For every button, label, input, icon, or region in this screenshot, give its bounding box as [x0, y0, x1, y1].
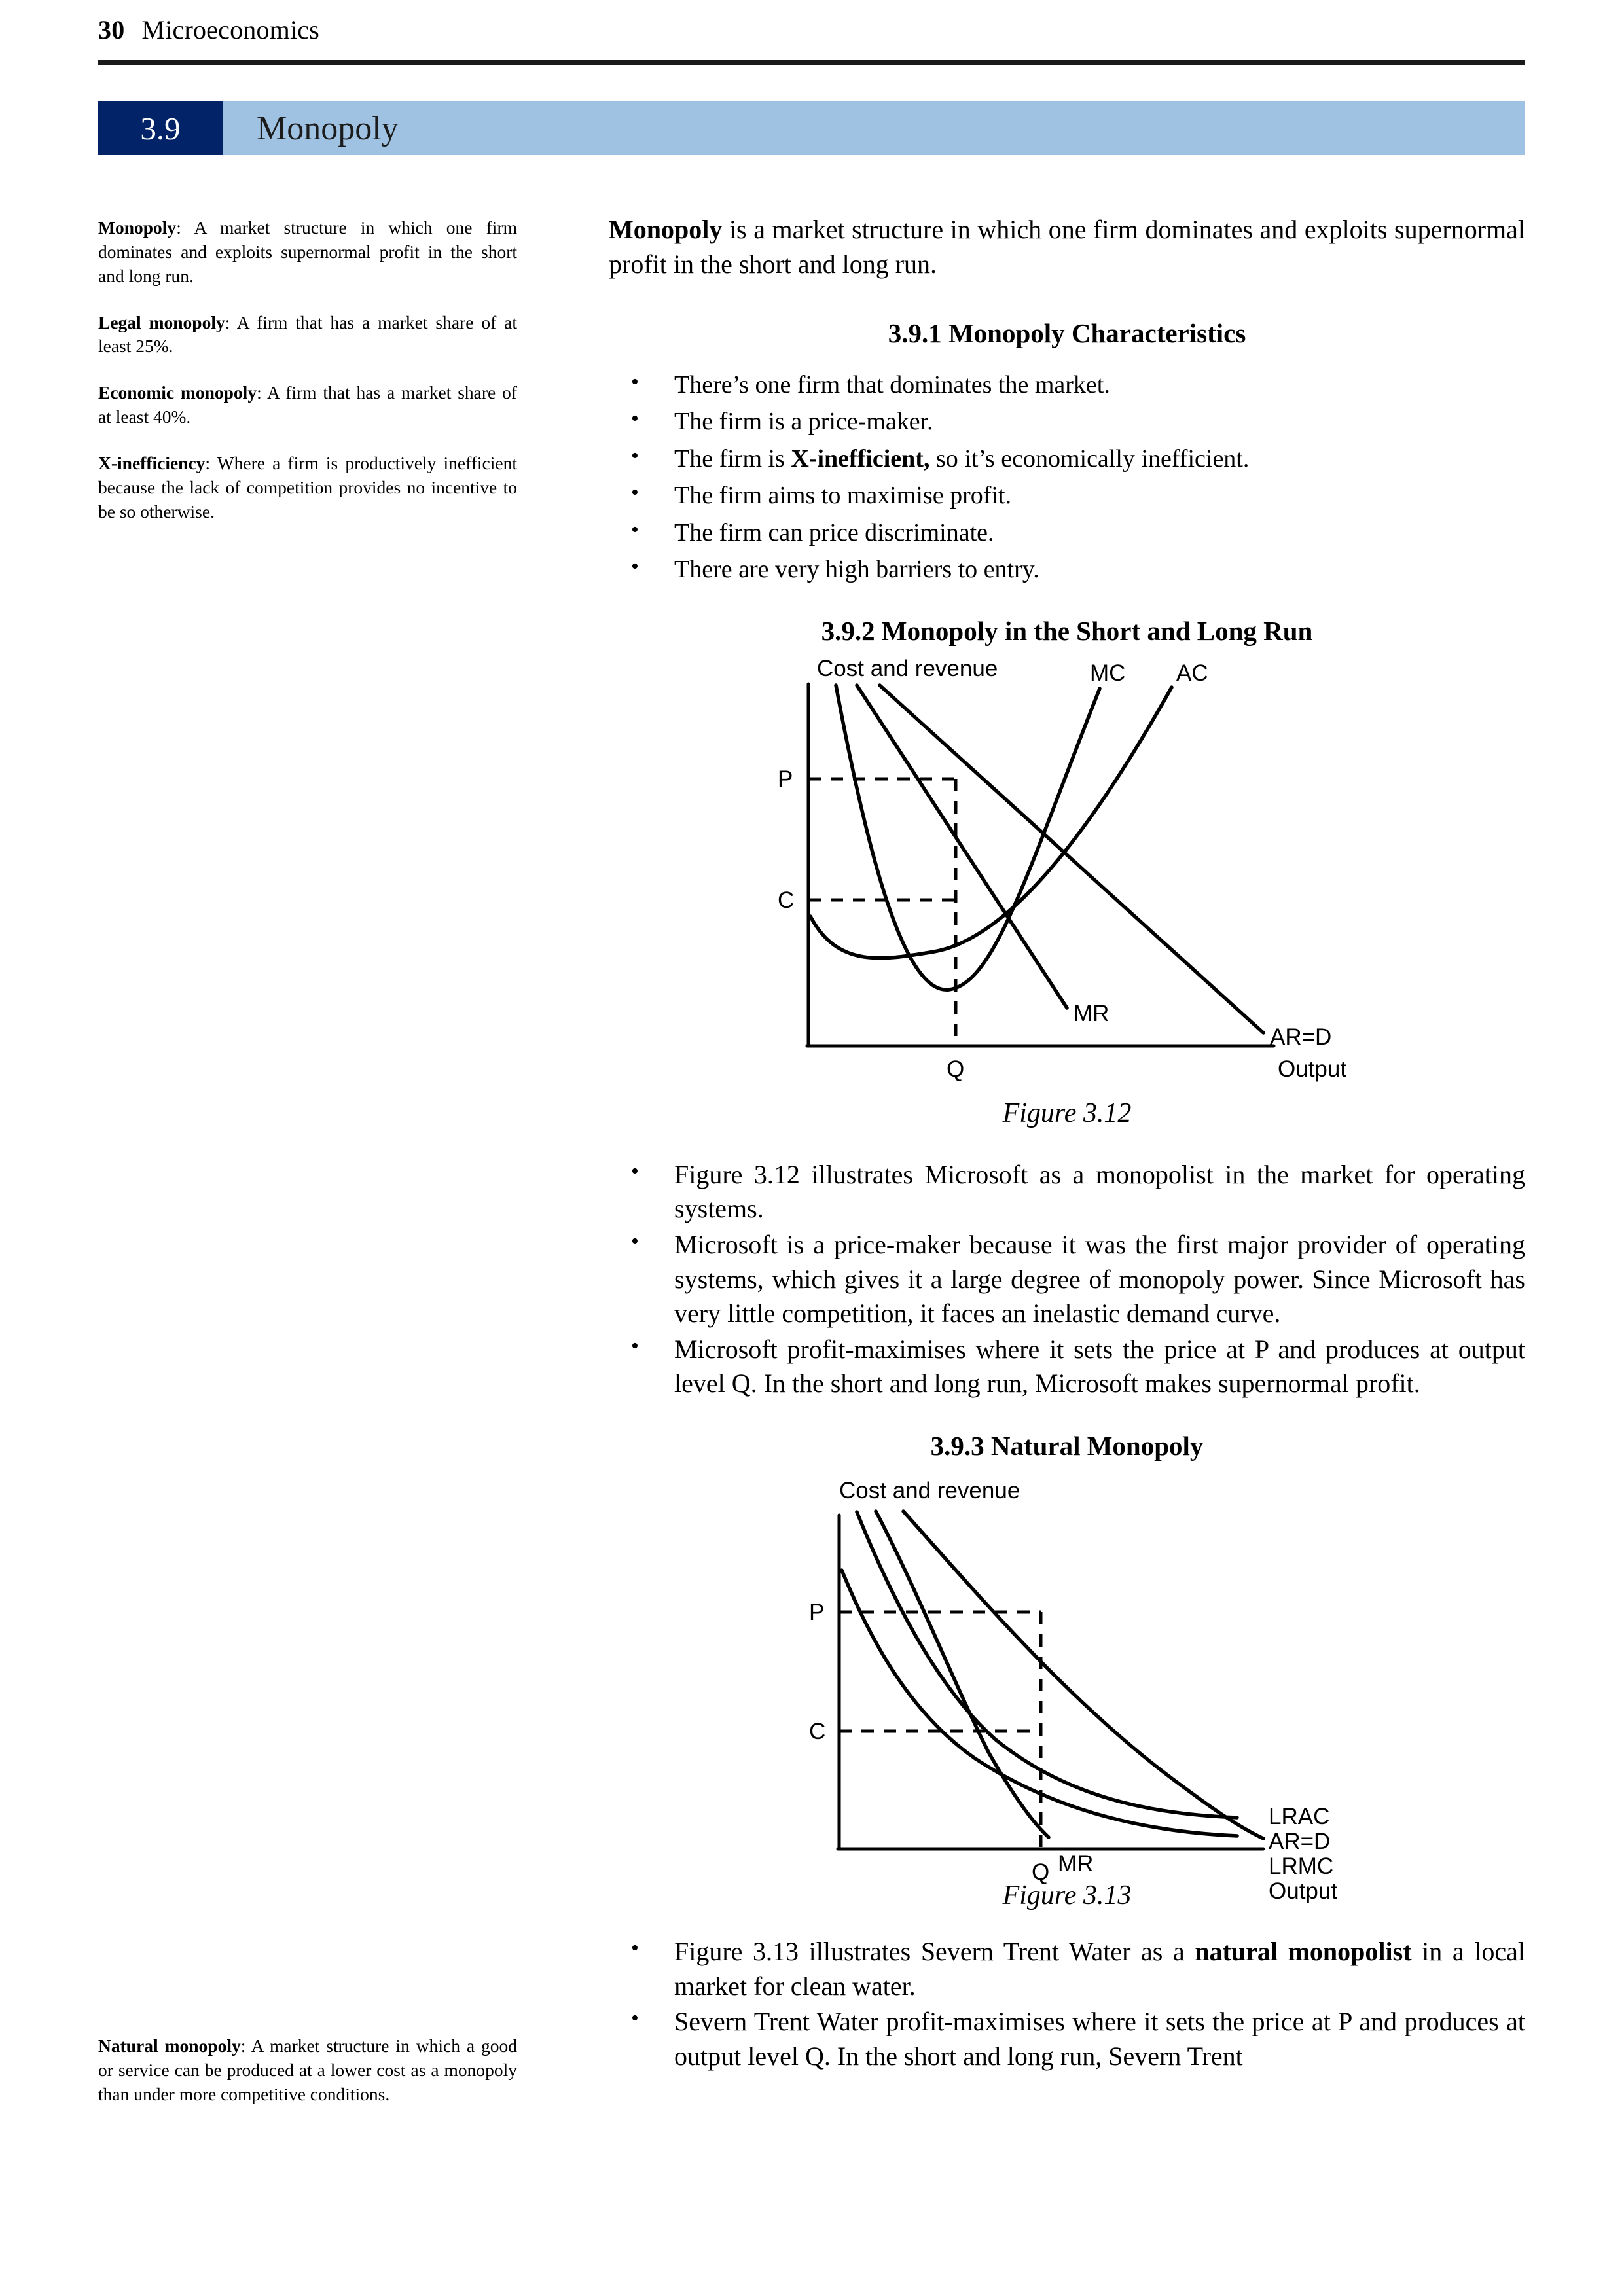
header-rule: [98, 60, 1525, 65]
curve-mr: [876, 1511, 1049, 1837]
list-item-text: There are very high barriers to entry.: [674, 556, 1039, 584]
label-q: Q: [1032, 1859, 1050, 1885]
section-title: Monopoly: [257, 109, 399, 147]
bullets-after-figure-3-13: [609, 1935, 1525, 2073]
list-item: [609, 1158, 1525, 1227]
running-head-title: Microeconomics: [141, 15, 320, 45]
label-lrmc: LRMC: [1269, 1853, 1334, 1879]
bullets-after-figure-3-12: [609, 1158, 1525, 1401]
definition-term: Natural monopoly: [98, 2036, 241, 2056]
list-item-text: There’s one firm that dominates the market.: [674, 370, 1110, 399]
label-mr: MR: [1058, 1850, 1094, 1876]
label-mr: MR: [1074, 1000, 1110, 1026]
definition-text: : A firm that has a market share of at least 25%.: [98, 312, 517, 357]
list-item: [609, 479, 1525, 512]
curve-lrac: [857, 1512, 1237, 1818]
label-mc: MC: [1090, 660, 1126, 686]
list-item: [609, 1228, 1525, 1331]
figure-3-13-caption: Figure 3.13: [1002, 1880, 1132, 1910]
definition-term: X-inefficiency: [98, 452, 206, 473]
label-p: P: [778, 766, 793, 792]
list-item: [609, 368, 1525, 402]
label-cost-and-revenue: Cost and revenue: [817, 655, 998, 681]
page-number: 30: [98, 15, 125, 45]
definition-term: Economic monopoly: [98, 382, 257, 403]
list-item: [609, 1935, 1525, 2003]
list-item: [609, 2005, 1525, 2073]
list-item: [609, 1333, 1525, 1401]
definition-monopoly: [98, 216, 517, 289]
label-lrac: LRAC: [1269, 1803, 1330, 1829]
label-q: Q: [947, 1056, 965, 1082]
heading-3-9-1: 3.9.1 Monopoly Characteristics: [888, 317, 1246, 348]
label-c: C: [778, 887, 795, 913]
definition-x-inefficiency: [98, 452, 517, 524]
sidebar-definitions: [98, 216, 517, 546]
list-item-text: Microsoft profit-maximises where it sets the price at P and produces at output level Q. In the short and long run, Microsoft makes supernormal profit.: [674, 1334, 1525, 1399]
section-number-box: 3.9: [98, 101, 223, 155]
list-item-text: Microsoft is a price-maker because it was the first major provider of operating systems, which gives it a large degree of monopoly power. Since Microsoft has very little competition, it faces an inelastic demand curve.: [674, 1229, 1525, 1329]
list-item-text: The firm is a price-maker.: [674, 408, 933, 436]
definition-text: : A firm that has a market share of at least 40%.: [98, 382, 517, 427]
label-output: Output: [1278, 1056, 1347, 1082]
label-p: P: [809, 1599, 825, 1625]
list-item: [609, 442, 1525, 476]
definition-economic-monopoly: [98, 381, 517, 429]
heading-3-9-3: 3.9.3 Natural Monopoly: [930, 1430, 1204, 1461]
label-ac: AC: [1176, 660, 1208, 686]
list-item-text: Figure 3.12 illustrates Microsoft as a monopolist in the market for operating systems.: [674, 1159, 1525, 1224]
list-item-bold: X-inefficient,: [791, 444, 930, 473]
section-banner: [98, 101, 1525, 155]
intro-paragraph: [609, 213, 1525, 282]
definition-text: : Where a firm is productively inefficient because the lack of competition provides no incentive to be so otherwise.: [98, 452, 517, 522]
figure-3-12-svg: [609, 655, 1525, 1113]
intro-bold-term: Monopoly: [609, 215, 723, 244]
definition-text: : A market structure in which one firm dominates and exploits supernormal profit in the short and long run.: [98, 217, 517, 286]
figure-3-13: [609, 1471, 1525, 1911]
definition-term: Legal monopoly: [98, 312, 225, 332]
definition-legal-monopoly: [98, 311, 517, 359]
intro-text: is a market structure in which one firm dominates and exploits supernormal profit in the short and long run.: [609, 215, 1525, 279]
list-item: [609, 553, 1525, 586]
running-head: [98, 14, 319, 45]
definition-text: : A market structure in which a good or service can be produced at a lower cost as a monopoly than under more competitive conditions.: [98, 2036, 517, 2104]
list-item-text: Figure 3.13 illustrates Severn Trent Water as a: [674, 1936, 1195, 1966]
list-item-text: The firm can price discriminate.: [674, 518, 994, 547]
list-item-text: Severn Trent Water profit-maximises where it sets the price at P and produces at output level Q. In the short and long run, Severn Trent: [674, 2007, 1525, 2071]
label-ar-d: AR=D: [1270, 1024, 1332, 1050]
figure-3-13-svg: [609, 1471, 1525, 1903]
list-item-text: The firm aims to maximise profit.: [674, 482, 1012, 510]
figure-3-12: [609, 655, 1525, 1129]
heading-3-9-2: 3.9.2 Monopoly in the Short and Long Run: [821, 615, 1313, 646]
list-item: [609, 516, 1525, 550]
figure-3-12-caption: Figure 3.12: [1002, 1098, 1132, 1128]
sidebar-definitions-bottom: [98, 2034, 517, 2107]
curve-ar-d: [880, 685, 1263, 1033]
label-cost-and-revenue: Cost and revenue: [839, 1477, 1020, 1503]
label-ar-d: AR=D: [1269, 1828, 1331, 1854]
definition-term: Monopoly: [98, 217, 177, 238]
list-item-bold: natural monopolist: [1195, 1936, 1412, 1966]
monopoly-characteristics-list: [609, 368, 1525, 586]
main-column: [609, 213, 1525, 2075]
curve-mc: [836, 685, 1100, 990]
definition-natural-monopoly: [98, 2034, 517, 2107]
list-item: [609, 405, 1525, 439]
label-output: Output: [1269, 1878, 1338, 1903]
list-item-text-cont: so it’s economically inefficient.: [929, 444, 1250, 473]
list-item-text: The firm is: [674, 444, 791, 473]
label-c: C: [809, 1718, 826, 1744]
list-item-text-cont: in a local market for clean water.: [674, 1936, 1525, 2001]
